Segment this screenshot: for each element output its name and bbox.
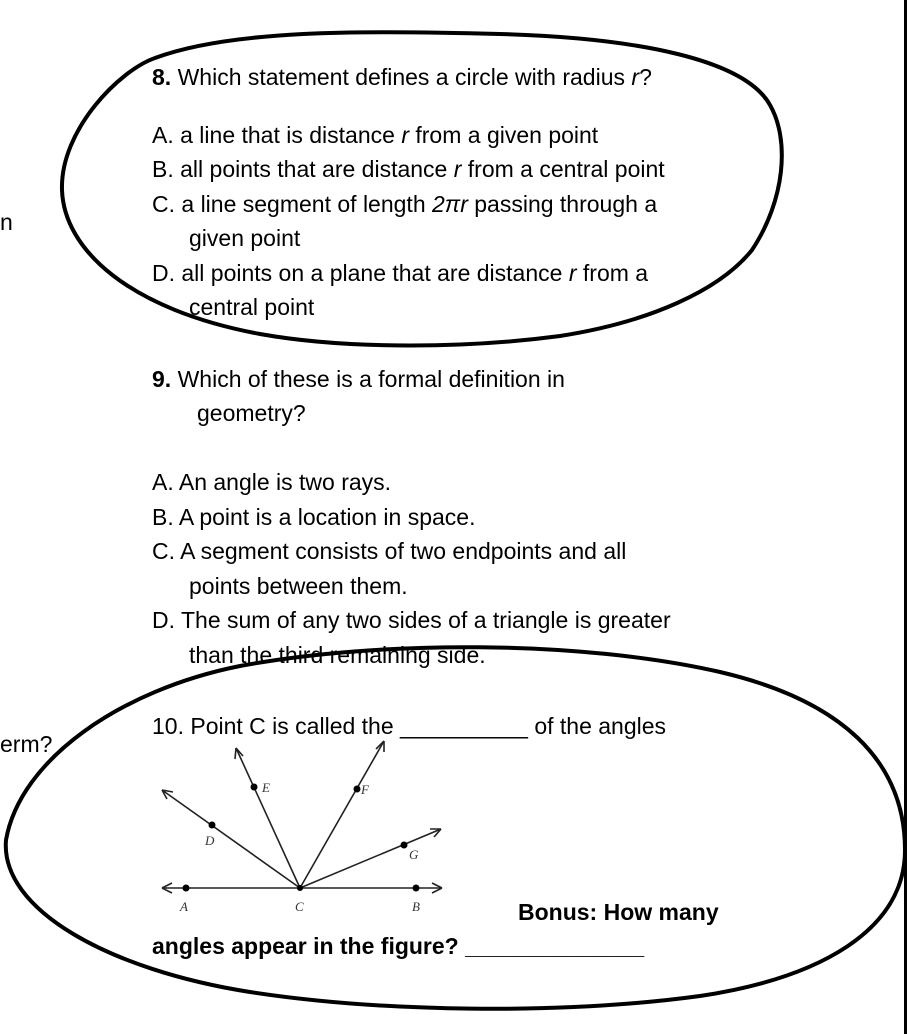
left-edge-fragment-top: n — [0, 209, 13, 235]
q9-stem-line2: geometry? — [197, 400, 306, 426]
q8-stem-end: ? — [639, 64, 652, 90]
q9-option-c: C. A segment consists of two endpoints and all — [152, 538, 627, 564]
label-f: F — [361, 782, 369, 797]
q8-c-prefix: C. a line segment of length — [152, 191, 426, 217]
q8-b-var: r — [453, 156, 462, 182]
q8-c-var: 2πr — [432, 191, 468, 217]
q8-b-suffix: from a central point — [467, 156, 665, 182]
q8-option-d-continued: central point — [189, 294, 315, 320]
q9-option-d-continued: than the third remaining side. — [189, 642, 486, 668]
q10-circle-annotation — [6, 647, 905, 1009]
ray-cg — [300, 829, 441, 888]
point-f — [354, 786, 361, 793]
q8-a-prefix: A. a line that is distance — [152, 122, 395, 148]
ray-cf — [300, 741, 384, 888]
point-d — [209, 822, 216, 829]
figure-points — [183, 784, 420, 892]
label-a: A — [180, 899, 188, 914]
point-e — [251, 784, 258, 791]
q10-bonus-line2: angles appear in the figure? ______________ — [152, 933, 645, 959]
q8-stem-text: Which statement defines a circle with radius — [177, 64, 625, 90]
q8-option-c-continued: given point — [189, 225, 301, 251]
point-c — [297, 885, 303, 891]
label-c: C — [295, 899, 304, 914]
ray-ce — [236, 748, 300, 888]
label-g: G — [409, 847, 419, 862]
q8-c-suffix: passing through a — [474, 191, 658, 217]
q9-stem-line1: Which of these is a formal definition in — [177, 366, 565, 392]
q8-d-var: r — [568, 260, 577, 286]
q9-option-b: B. A point is a location in space. — [152, 504, 476, 530]
q8-d-suffix: from a — [582, 260, 649, 286]
label-d: D — [205, 833, 215, 848]
q8-number: 8. — [152, 64, 172, 90]
q8-d-prefix: D. all points on a plane that are distance — [152, 260, 563, 286]
q8-b-prefix: B. all points that are distance — [152, 156, 448, 182]
q9-number: 9. — [152, 366, 172, 392]
q8-a-var: r — [401, 122, 409, 148]
left-edge-fragment-bottom: erm? — [0, 731, 53, 757]
ray-cd — [162, 790, 300, 888]
angles-figure — [162, 741, 442, 893]
q10-stem: 10. Point C is called the __________ of the angles — [152, 713, 667, 739]
point-a — [183, 885, 190, 892]
label-b: B — [412, 899, 420, 914]
point-b — [413, 885, 420, 892]
q9-option-d: D. The sum of any two sides of a triangle is greater — [152, 607, 671, 633]
label-e: E — [262, 780, 270, 795]
right-page-border — [904, 0, 907, 1034]
q9-option-c-continued: points between them. — [189, 573, 408, 599]
q9-option-a: A. An angle is two rays. — [152, 469, 392, 495]
q8-a-suffix: from a given point — [415, 122, 599, 148]
figure-labels — [179, 780, 420, 914]
q8-stem-var: r — [631, 64, 640, 90]
point-g — [401, 842, 408, 849]
q8-circle-annotation — [62, 32, 782, 345]
q10-bonus-line1: Bonus: How many — [518, 899, 719, 925]
